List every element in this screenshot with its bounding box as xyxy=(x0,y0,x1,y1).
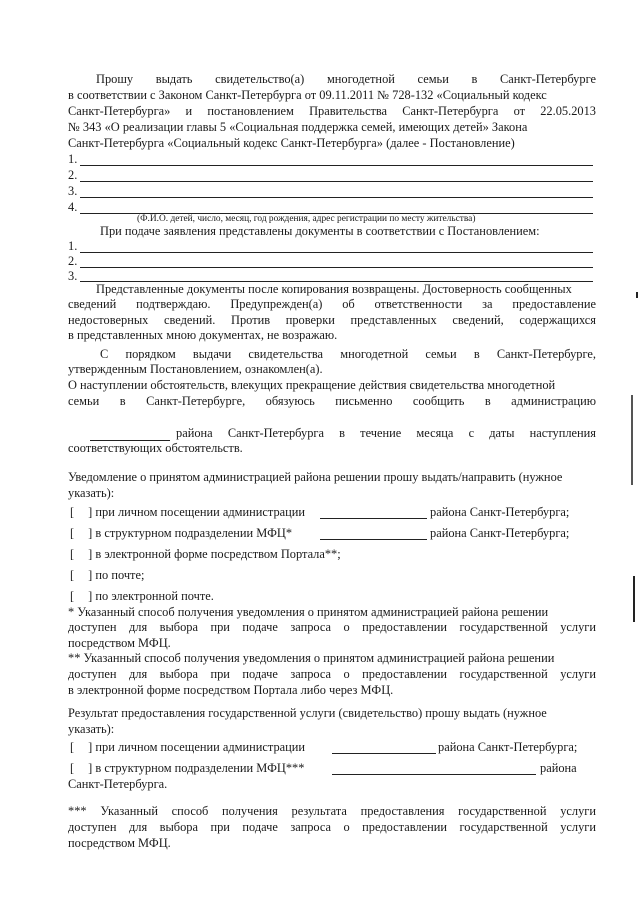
obligation-line-4: соответствующих обстоятельств. xyxy=(68,441,243,455)
document-line-number: 1. xyxy=(68,239,78,253)
notify-option-email[interactable] xyxy=(70,589,214,604)
footnote-2-line-2: доступен для выбора при подаче запроса о предоставлении государственной услуги xyxy=(68,667,596,681)
checkbox-open-bracket: [ xyxy=(70,589,75,603)
notify-district-field-1[interactable] xyxy=(320,518,427,519)
result-option-mfc[interactable] xyxy=(70,761,304,776)
result-district-field-2[interactable] xyxy=(332,774,536,775)
checkbox-close-bracket: ] xyxy=(88,740,93,754)
scan-artifact-mark xyxy=(631,395,633,485)
request-line-1: Прошу выдать свидетельство(а) многодетной семьи в Санкт-Петербурге xyxy=(96,72,596,86)
option-label-suffix: района Санкт-Петербурга; xyxy=(430,526,570,540)
notification-line-1: Уведомление о принятом администрацией района решении прошу выдать/направить (нужное xyxy=(68,470,563,484)
result-line-1: Результат предоставления государственной услуги (свидетельство) прошу выдать (нужное xyxy=(68,706,547,720)
family-line-1-field[interactable] xyxy=(80,165,593,166)
checkbox-open-bracket: [ xyxy=(70,740,75,754)
footnote-3-line-1: *** Указанный способ получения результата предоставления государственной услуги xyxy=(68,804,596,818)
option-label: по электронной почте. xyxy=(95,589,214,603)
checkbox-close-bracket: ] xyxy=(88,589,93,603)
result-line-2: указать): xyxy=(68,722,115,736)
documents-intro: При подаче заявления представлены документы в соответствии с Постановлением: xyxy=(100,224,540,238)
family-line-2-field[interactable] xyxy=(80,181,593,182)
request-line-4: № 343 «О реализации главы 5 «Социальная поддержка семей, имеющих детей» Закона xyxy=(68,120,528,134)
family-line-number: 3. xyxy=(68,184,78,198)
checkbox-open-bracket: [ xyxy=(70,547,75,561)
footnote-3-line-3: посредством МФЦ. xyxy=(68,836,171,850)
scan-artifact-mark xyxy=(633,576,635,622)
notify-option-portal[interactable] xyxy=(70,547,341,562)
request-line-2: в соответствии с Законом Санкт-Петербурга от 09.11.2011 № 728-132 «Социальный кодекс xyxy=(68,88,547,102)
family-line-number: 2. xyxy=(68,168,78,182)
checkbox-close-bracket: ] xyxy=(88,505,93,519)
notify-district-field-2[interactable] xyxy=(320,539,427,540)
checkbox-open-bracket: [ xyxy=(70,761,75,775)
family-line-number: 4. xyxy=(68,200,78,214)
footnote-1-line-1: * Указанный способ получения уведомления о принятом администрацией района решении xyxy=(68,605,549,619)
checkbox-open-bracket: [ xyxy=(70,568,75,582)
option-label-suffix: района xyxy=(540,761,577,775)
result-option-in-person[interactable] xyxy=(70,740,305,755)
footnote-3-line-2: доступен для выбора при подаче запроса о предоставлении государственной услуги xyxy=(68,820,596,834)
returned-line-1: Представленные документы после копирования возвращены. Достоверность сообщенных xyxy=(96,282,572,296)
document-line-1-field[interactable] xyxy=(80,252,593,253)
family-caption: (Ф.И.О. детей, число, месяц, год рождения, адрес регистрации по месту жительства) xyxy=(137,214,476,224)
procedure-line-1: С порядком выдачи свидетельства многодетной семьи в Санкт-Петербурге, xyxy=(100,347,596,361)
checkbox-close-bracket: ] xyxy=(88,526,93,540)
footnote-1-line-3: посредством МФЦ. xyxy=(68,636,171,650)
option-label-suffix: района Санкт-Петербурга; xyxy=(430,505,570,519)
result-line-city: Санкт-Петербурга. xyxy=(68,777,168,791)
option-label-suffix: района Санкт-Петербурга; xyxy=(438,740,578,754)
checkbox-close-bracket: ] xyxy=(88,568,93,582)
option-label: в электронной форме посредством Портала**; xyxy=(95,547,341,561)
option-label: в структурном подразделении МФЦ*** xyxy=(95,761,305,775)
request-line-3: Санкт-Петербурга» и постановлением Правительства Санкт-Петербурга от 22.05.2013 xyxy=(68,104,596,118)
option-label: при личном посещении администрации xyxy=(95,505,306,519)
family-line-number: 1. xyxy=(68,152,78,166)
checkbox-open-bracket: [ xyxy=(70,505,75,519)
family-line-3-field[interactable] xyxy=(80,197,593,198)
returned-line-3: недостоверных сведений. Против проверки представленных сведений, содержащихся xyxy=(68,313,596,327)
option-label: в структурном подразделении МФЦ* xyxy=(95,526,293,540)
obligation-line-2: семьи в Санкт-Петербурге, обязуюсь письменно сообщить в администрацию xyxy=(68,394,596,408)
checkbox-close-bracket: ] xyxy=(88,547,93,561)
footnote-2-line-1: ** Указанный способ получения уведомления о принятом администрацией района решении xyxy=(68,651,555,665)
obligation-line-3: района Санкт-Петербурга в течение месяца с даты наступления xyxy=(176,426,596,440)
returned-line-4: в представленных мною документах, не возражаю. xyxy=(68,328,338,342)
notification-line-2: указать): xyxy=(68,486,115,500)
option-label: при личном посещении администрации xyxy=(95,740,306,754)
notify-option-post[interactable] xyxy=(70,568,144,583)
notify-option-mfc[interactable] xyxy=(70,526,292,541)
checkbox-open-bracket: [ xyxy=(70,526,75,540)
returned-line-2: сведений подтверждаю. Предупрежден(а) об ответственности за предоставление xyxy=(68,297,596,311)
result-district-field-1[interactable] xyxy=(332,753,436,754)
document-line-number: 3. xyxy=(68,269,78,283)
checkbox-close-bracket: ] xyxy=(88,761,93,775)
scan-artifact-mark xyxy=(636,292,638,298)
notify-option-in-person[interactable] xyxy=(70,505,305,520)
request-line-5: Санкт-Петербурга «Социальный кодекс Санкт-Петербурга» (далее - Постановление) xyxy=(68,136,515,150)
procedure-line-2: утвержденным Постановлением, ознакомлен(а). xyxy=(68,362,323,376)
document-line-2-field[interactable] xyxy=(80,267,593,268)
document-line-number: 2. xyxy=(68,254,78,268)
obligation-line-1: О наступлении обстоятельств, влекущих прекращение действия свидетельства многодетной xyxy=(68,378,556,392)
footnote-1-line-2: доступен для выбора при подаче запроса о предоставлении государственной услуги xyxy=(68,620,596,634)
footnote-2-line-3: в электронной форме посредством Портала либо через МФЦ. xyxy=(68,683,394,697)
option-label: по почте; xyxy=(95,568,145,582)
